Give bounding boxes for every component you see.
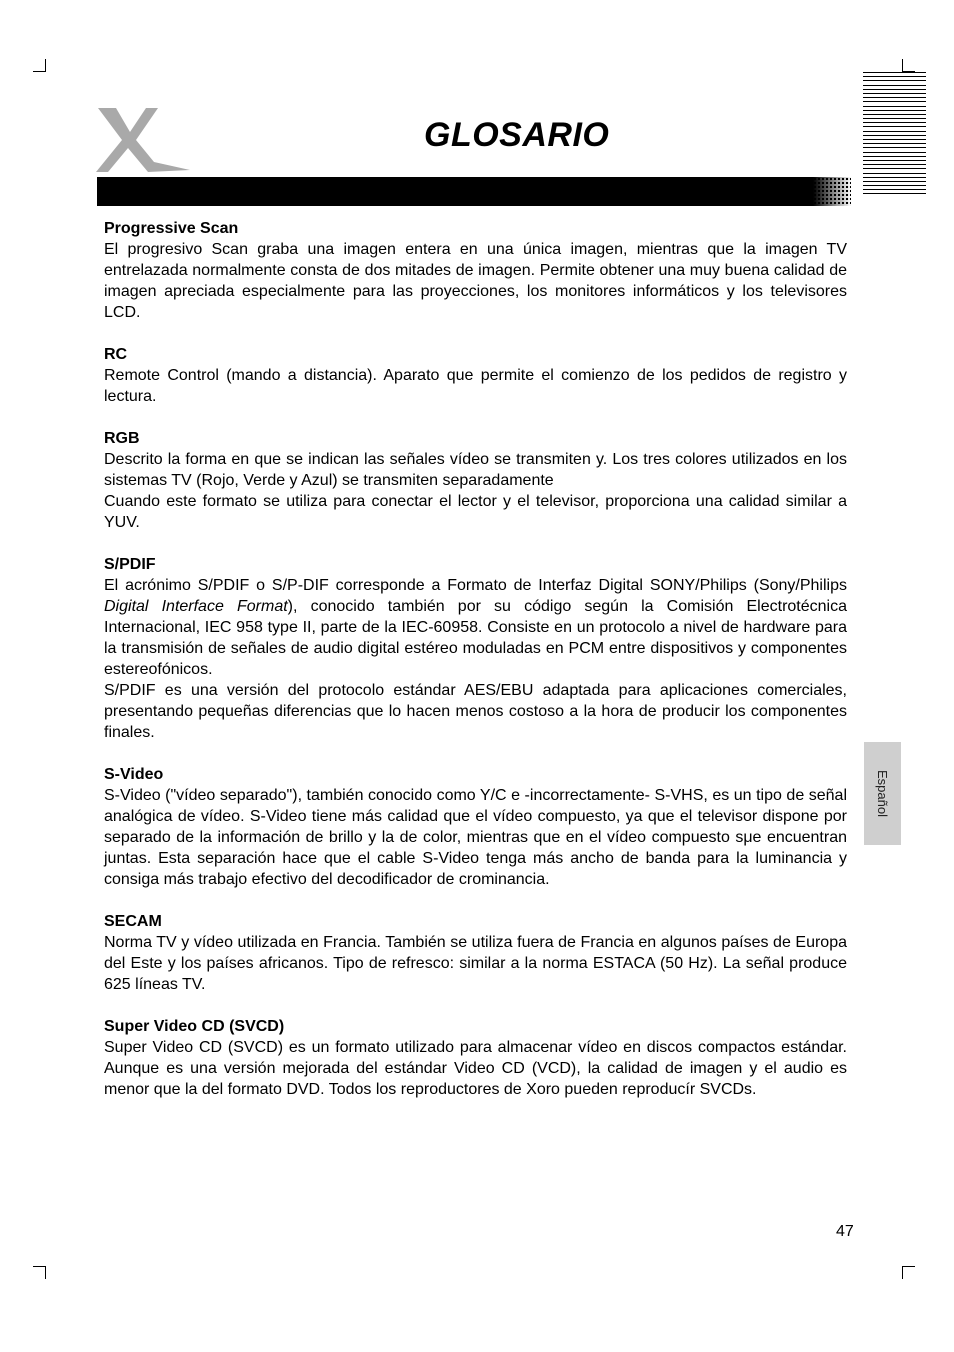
entry-paragraph: S/PDIF es una versión del protocolo estándar AES/EBU adaptada para aplicaciones comerciales, presentando pequeñas diferencias que lo hacen menos costoso a la hora de producir los componentes finales. (104, 682, 847, 741)
decorative-stripes (863, 72, 926, 198)
entry-paragraph (104, 575, 847, 680)
entry-paragraph: El progresivo Scan graba una imagen entera en una única imagen, mientras que la imagen TV entrelazada normalmente consta de dos mitades de imagen. Permite obtener una muy buena calidad de imagen apreciada especialmente para las proyecciones, los monitores informáticos y los televisores LCD. (104, 241, 847, 321)
glossary-entry-rc (104, 344, 847, 407)
entry-term: SECAM (104, 913, 162, 930)
glossary-entry-rgb (104, 428, 847, 533)
entry-term: Super Video CD (SVCD) (104, 1018, 285, 1035)
entry-paragraph: Descrito la forma en que se indican las señales vídeo se transmiten y. Los tres colores utilizados en los sistemas TV (Rojo, Verde y Azul) se transmiten separadamente (104, 451, 847, 489)
entry-text: ), conocido también por su código según la Comisión Electrotécnica Internacional, IEC 958 type II, parte de la IEC-60958. Consiste en un protocolo a nivel de hardware para la transmisión de señales de audio digital estéreo moduladas en PCM entre dispositivos y componentes estereofónicos. (104, 598, 847, 678)
crop-mark-top-left (33, 59, 46, 72)
glossary-entry-s-video (104, 764, 847, 890)
glossary-entry-svcd (104, 1016, 847, 1100)
glossary-content (104, 218, 847, 1121)
glossary-entry-spdif (104, 554, 847, 743)
glossary-entry-progressive-scan (104, 218, 847, 323)
glossary-entry-secam (104, 911, 847, 995)
entry-paragraph: Remote Control (mando a distancia). Aparato que permite el comienzo de los pedidos de registro y lectura. (104, 367, 847, 405)
header-bar-dots (813, 177, 851, 206)
brand-logo-icon (94, 106, 194, 174)
crop-mark-bottom-left (33, 1266, 46, 1279)
crop-mark-top-right (902, 59, 915, 72)
entry-paragraph: Cuando este formato se utiliza para conectar el lector y el televisor, proporciona una calidad similar a YUV. (104, 493, 847, 531)
entry-term: S/PDIF (104, 556, 156, 573)
entry-term: Progressive Scan (104, 220, 239, 237)
entry-term: RGB (104, 430, 140, 447)
entry-paragraph: Super Video CD (SVCD) es un formato utilizado para almacenar vídeo en discos compactos estándar. Aunque es una versión mejorada del estándar Video CD (VCD), la calidad de imagen y el audio es menor que la del formato DVD. Todos los reproductores de Xoro pueden reproducír SVCDs. (104, 1039, 847, 1098)
language-tab (864, 742, 901, 845)
language-tab-label: Español (875, 770, 890, 817)
entry-paragraph: Norma TV y vídeo utilizada en Francia. También se utiliza fuera de Francia en algunos países de Europa del Este y los países africanos. Tipo de refresco: similar a la norma ESTACA (50 Hz). La señal produce 625 líneas TV. (104, 934, 847, 993)
header-bar (97, 177, 851, 206)
page-number: 47 (836, 1223, 854, 1240)
entry-term: S-Video (104, 766, 164, 783)
entry-text-italic: Digital Interface Format (104, 598, 288, 615)
entry-paragraph: S-Video ("vídeo separado"), también conocido como Y/C e -incorrectamente- S-VHS, es un tipo de señal analógica de vídeo. S-Video tiene más calidad que el vídeo compuesto, ya que el televisor dispone por separado de la información de brillo y la de color, mientras que en el vídeo compuesto sμe encuentran juntas. Esta separación hace que el cable S-Video tenga más ancho de banda para la luminancia y consiga más trabajo efectivo del decodificador de crominancia. (104, 787, 847, 888)
crop-mark-bottom-right (902, 1266, 915, 1279)
page-title: GLOSARIO (424, 116, 610, 154)
entry-text: El acrónimo S/PDIF o S/P-DIF corresponde a Formato de Interfaz Digital SONY/Philips (Sony/Philips (104, 577, 847, 594)
entry-term: RC (104, 346, 128, 363)
